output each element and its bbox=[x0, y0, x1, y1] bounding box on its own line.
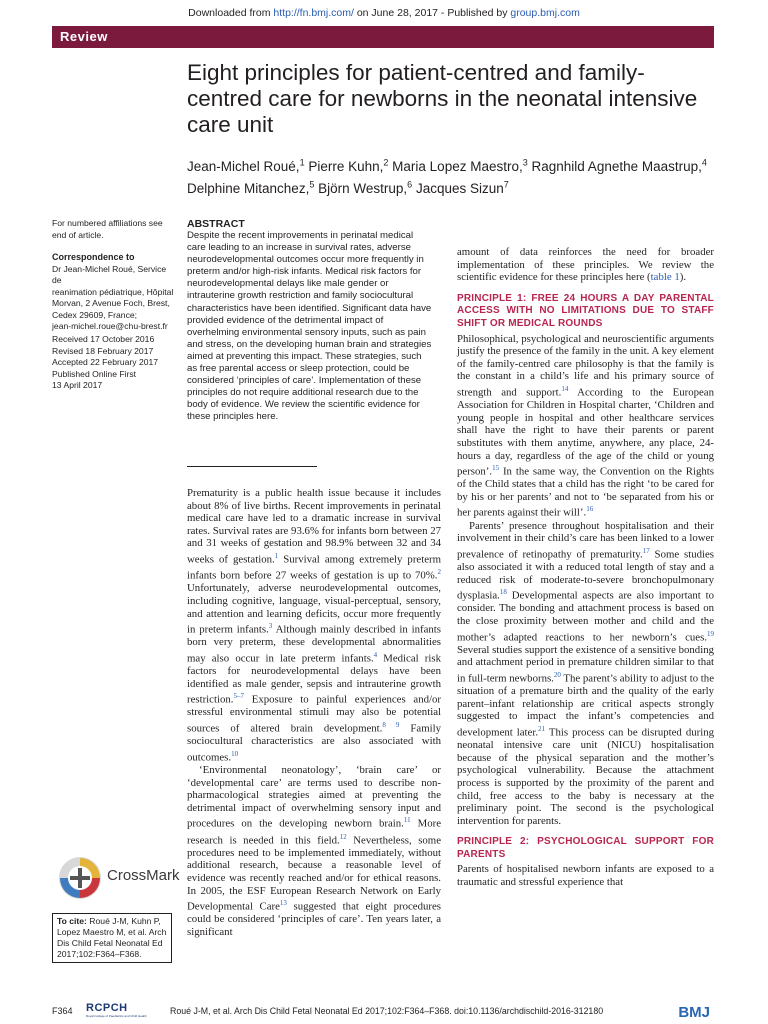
reference-superscript[interactable]: 19 bbox=[707, 629, 714, 638]
paragraph: amount of data reinforces the need for broader implementation of these principles. We review the scientific evidence for these principles here (table 1). bbox=[457, 246, 714, 284]
cite-text: Roué J-M, Kuhn P, Lopez Maestro M, et al. Arch Dis Child Fetal Neonatal Ed 2017;102:F364–F368. bbox=[57, 916, 167, 959]
footer-citation: Roué J-M, et al. Arch Dis Child Fetal Neonatal Ed 2017;102:F364–F368. doi:10.1136/archdischild-2016-312180 bbox=[170, 1006, 604, 1016]
reference-superscript[interactable]: 12 bbox=[339, 832, 347, 841]
article-title: Eight principles for patient-centred and family-centred care for newborns in the neonatal intensive care unit bbox=[187, 60, 698, 137]
reference-superscript[interactable]: 14 bbox=[561, 384, 569, 393]
paragraph: Philosophical, psychological and neuroscientific arguments justify the presence of the family in the unit. A key element of the family-centred care philosophy is that the family is the constant in a child’s life and his primary source of strength and support.$^{14}$ According to the European Association for Children in Hospital charter, ‘Children and young people in hospital and other healthcare services shall have the right to have their parents or parent substitutes with them anytime, anywhere, any place, 24-hours a day, regardless of the age of the child or young person’.$^{15}$ In the same way, the Convention on the Rights of the Child states that a child has the right ‘to be cared for by his or her parents’ and not to ‘be separated from his or her parents against their will’.$^{16}$ bbox=[457, 332, 714, 520]
affiliations-note: For numbered affiliations see end of article. bbox=[52, 218, 163, 240]
abstract-heading: ABSTRACT bbox=[187, 218, 245, 230]
body-column-right bbox=[457, 246, 714, 889]
reference-superscript[interactable]: 4 bbox=[373, 650, 378, 659]
crossmark-badge[interactable] bbox=[57, 853, 180, 903]
crossmark-label: CrossMark bbox=[107, 867, 180, 884]
reference-superscript[interactable]: 3 bbox=[268, 622, 273, 631]
author-list bbox=[187, 153, 717, 198]
author: Pierre Kuhn,$^2$ bbox=[308, 157, 389, 174]
reference-superscript[interactable]: 16 bbox=[586, 505, 594, 514]
reference-superscript[interactable]: 15 bbox=[492, 464, 500, 473]
rcpch-logo: RCPCH Royal College of Paediatrics and Child Health bbox=[86, 1002, 147, 1018]
abstract-text: Despite the recent improvements in perinatal medical care leading to an increase in survival rates, adverse neurodevelopmental outcomes occur more frequently in preterm and/or high-risk infants. Medical risk factors for neurodevelopmental delays like male gender or intrauterine growth restriction and family sociocultural characteristics have been identified. Significant data have provided evidence of the detrimental impact of overhelming environmental sensory inputs, such as pain and stress, on the developing human brain and strategies aimed at preventing this impact. These strategies, such as free parental access or sleep protection, could be considered ‘principles of care’. Implementation of these principles do not require additional research due to the body of evidence. We review the scientific evidence for these principles here. bbox=[187, 230, 432, 423]
section-label: Review bbox=[60, 29, 108, 44]
author: Jacques Sizun$^7$ bbox=[415, 179, 509, 196]
correspondence-block: Correspondence to Dr Jean-Michel Roué, Service de reanimation pédiatrique, Hôpital Morvan, 2 Avenue Foch, Brest, Cedex 29609, France; jean-michel.roue@chu-brest.fr bbox=[52, 252, 174, 331]
paragraph: Prematurity is a public health issue because it includes about 8% of live births. Recent improvements in perinatal medical care have led to a dramatic increase in survival rates. Survival rates are 93.6% for infants born between 27 and 31 weeks of gestation and 98.9% between 32 and 34 weeks of gestation.$^1$ Survival among extremely preterm infants born before 27 weeks of gestation is up to 70%.$^2$ Unfortunately, adverse neurodevelopmental outcomes, including cognitive, language, visual-perceptual, sensory, and attention and learning deficits, occur more frequently in preterm infants.$^3$ Although mainly described in infants born very preterm, these developmental abnormalities may also occur in late preterm infants.$^4$ Medical risk factors for neurodevelopmental delays have been identified as male gender, sepsis and intrauterine growth restriction.$^{5-7}$ Exposure to painful experiences and/or stressful environmental stimuli may also be potential sources of altered brain development.$^{8 9}$ Family sociocultural characteristics are also associated with outcomes.$^{10}$ bbox=[187, 487, 441, 764]
crossmark-icon bbox=[57, 855, 103, 901]
reference-superscript[interactable]: 18 bbox=[499, 588, 507, 597]
reference-superscript[interactable]: 13 bbox=[279, 899, 287, 908]
abstract-divider bbox=[187, 466, 317, 467]
page-number: F364 bbox=[52, 1006, 73, 1016]
author: Ragnhild Agnethe Maastrup,$^4$ bbox=[531, 157, 707, 174]
reference-superscript[interactable]: 8 9 bbox=[382, 721, 400, 730]
reference-superscript[interactable]: 11 bbox=[403, 816, 411, 825]
table-reference-link[interactable]: table 1 bbox=[650, 271, 680, 284]
paragraph: ‘Environmental neonatology’, ‘brain care’ or ‘developmental care’ are terms used to describe non-pharmacological strategies aimed at preventing the detrimental impact of overwhelming sensory input and procedures on the developing newborn brain.$^{11}$ More research is needed in this field.$^{12}$ Nevertheless, some procedures need to be implemented immediately, without additional research, because a reasonable level of evidence was recently reached and/or for ethical reasons. In 2005, the ESF European Research Network on Early Developmental Care$^{13}$ suggested that eight procedures could be considered ‘principles of care’. Ten years later, a significant bbox=[187, 764, 442, 938]
author: Maria Lopez Maestro,$^3$ bbox=[392, 157, 528, 174]
author: Jean-Michel Roué,$^1$ bbox=[187, 157, 305, 174]
download-notice: Downloaded from http://fn.bmj.com/ on June 28, 2017 - Published by group.bmj.com bbox=[188, 7, 580, 19]
author: Björn Westrup,$^6$ bbox=[318, 179, 413, 196]
correspondence-heading: Correspondence to bbox=[52, 252, 135, 262]
reference-superscript[interactable]: 10 bbox=[231, 749, 239, 758]
reference-superscript[interactable]: 5–7 bbox=[233, 692, 244, 701]
publisher-link[interactable]: group.bmj.com bbox=[510, 7, 580, 19]
reference-superscript[interactable]: 20 bbox=[553, 670, 561, 679]
reference-superscript[interactable]: 2 bbox=[437, 568, 441, 577]
article-dates: Received 17 October 2016 Revised 18 February 2017 Accepted 22 February 2017 Published Online First 13 April 2017 bbox=[52, 334, 159, 390]
bmj-logo: BMJ bbox=[678, 1004, 710, 1021]
section-bar bbox=[52, 26, 714, 48]
page-footer bbox=[52, 1002, 714, 1020]
correspondence-email[interactable]: jean-michel.roue@chu-brest.fr bbox=[52, 321, 168, 331]
author: Delphine Mitanchez,$^5$ bbox=[187, 179, 315, 196]
paragraph: Parents of hospitalised newborn infants are exposed to a traumatic and stressful experience that bbox=[457, 863, 714, 889]
citation-box bbox=[52, 913, 172, 963]
reference-superscript[interactable]: 21 bbox=[538, 724, 546, 733]
paragraph: Parents’ presence throughout hospitalisation and their involvement in their child’s care has been linked to a lower prevalence of retinopathy of prematurity.$^{17}$ Some studies also associated it with a reduced total length of stay and a reduced risk of moderate-to-severe bronchopulmonary dysplasia.$^{18}$ Developmental aspects are also important to consider. The bonding and attachment process is based on the close proximity between mother and child and the mother’s adapted reactions to her newborn’s cues.$^{19}$ Several studies support the existence of a sensitive bonding and attachment period in premature children similar to that in full-term newborns.$^{20}$ The parent’s ability to adjust to the situation of a premature birth and the quality of the early parent–infant relationship are critical aspects strongly suggested to impact the infant’s competencies and development later.$^{21}$ This process can be disrupted during neonatal intensive care unit (NICU) hospitalisation because of the physical separation and the mother’s psychological vulnerability. Because the attachment process is supported by the proximity of the parent and child, free access to the baby is necessary at the preliminary point. The second is the psychological intervention for parents. bbox=[457, 519, 715, 827]
body-column-left bbox=[187, 487, 441, 939]
principle-1-heading: PRINCIPLE 1: FREE 24 HOURS A DAY PARENTAL ACCESS WITH NO LIMITATIONS DUE TO STAFF SHIFT OR MEDICAL ROUNDS bbox=[457, 292, 714, 329]
principle-2-heading: PRINCIPLE 2: PSYCHOLOGICAL SUPPORT FOR PARENTS bbox=[457, 836, 714, 860]
cite-heading: To cite: bbox=[57, 916, 87, 926]
reference-superscript[interactable]: 1 bbox=[274, 551, 279, 560]
reference-superscript[interactable]: 17 bbox=[642, 546, 650, 555]
download-url-link[interactable]: http://fn.bmj.com/ bbox=[273, 7, 354, 19]
